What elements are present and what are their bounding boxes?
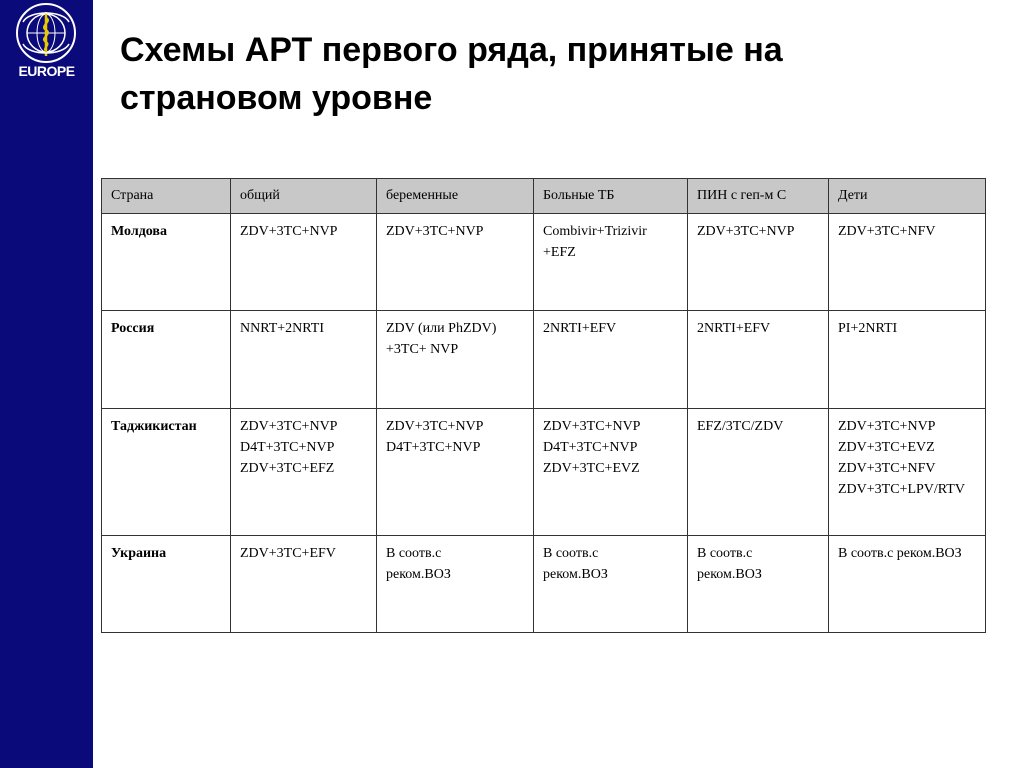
cell-general — [231, 311, 377, 409]
table-row — [102, 311, 986, 409]
cell-line: реком.ВОЗ — [386, 567, 451, 582]
cell-idu-hepc — [688, 536, 829, 633]
cell-line: D4T+3TC+NVP — [240, 440, 335, 455]
cell-line: EFZ/3TC/ZDV — [697, 419, 784, 434]
table-row — [102, 409, 986, 536]
cell-line: ZDV+3TC+EFV — [240, 546, 336, 561]
cell-country: Таджикистан — [102, 409, 231, 536]
cell-line: ZDV+3TC+EVZ — [543, 461, 640, 476]
cell-line: NNRT+2NRTI — [240, 321, 324, 336]
cell-line: ZDV+3TC+LPV/RTV — [838, 482, 965, 497]
cell-line: реком.ВОЗ — [697, 567, 762, 582]
cell-line: ZDV+3TC+NFV — [838, 461, 936, 476]
cell-line: ZDV+3TC+EFZ — [240, 461, 335, 476]
sidebar — [0, 0, 93, 768]
cell-pregnant — [377, 409, 534, 536]
cell-line: ZDV (или PhZDV) — [386, 321, 497, 336]
cell-pregnant — [377, 214, 534, 311]
cell-country: Молдова — [102, 214, 231, 311]
cell-tb — [534, 311, 688, 409]
cell-pregnant — [377, 536, 534, 633]
cell-line: реком.ВОЗ — [543, 567, 608, 582]
cell-general — [231, 409, 377, 536]
table-row — [102, 214, 986, 311]
cell-tb — [534, 214, 688, 311]
cell-children — [829, 311, 986, 409]
cell-line: ZDV+3TC+NVP — [838, 419, 936, 434]
cell-line: ZDV+3TC+NVP — [240, 224, 338, 239]
table-header-row — [102, 179, 986, 214]
cell-line: ZDV+3TC+NVP — [386, 224, 484, 239]
cell-line: В соотв.с реком.ВОЗ — [838, 546, 962, 561]
cell-children — [829, 536, 986, 633]
cell-tb — [534, 536, 688, 633]
header-pregnant: беременные — [377, 179, 534, 214]
page-title-line-2: страновом уровне — [120, 79, 433, 117]
cell-line: В соотв.с — [543, 546, 599, 561]
cell-general — [231, 214, 377, 311]
cell-line: +3TC+ NVP — [386, 342, 459, 357]
cell-country: Украина — [102, 536, 231, 633]
who-emblem-icon — [15, 2, 77, 64]
cell-line: В соотв.с — [697, 546, 753, 561]
cell-idu-hepc — [688, 409, 829, 536]
header-idu-hepc: ПИН с геп-м С — [688, 179, 829, 214]
cell-idu-hepc — [688, 311, 829, 409]
cell-tb — [534, 409, 688, 536]
cell-country: Россия — [102, 311, 231, 409]
cell-line: Combivir+Trizivir — [543, 224, 647, 239]
cell-idu-hepc — [688, 214, 829, 311]
page-title — [120, 26, 1000, 122]
cell-line: ZDV+3TC+NFV — [838, 224, 936, 239]
header-tb: Больные ТБ — [534, 179, 688, 214]
cell-line: ZDV+3TC+EVZ — [838, 440, 935, 455]
logo-text: EUROPE — [18, 63, 75, 79]
cell-line: ZDV+3TC+NVP — [697, 224, 795, 239]
cell-children — [829, 409, 986, 536]
header-general: общий — [231, 179, 377, 214]
header-country: Страна — [102, 179, 231, 214]
cell-line: 2NRTI+EFV — [697, 321, 771, 336]
cell-line: +EFZ — [543, 245, 576, 260]
cell-children — [829, 214, 986, 311]
cell-general — [231, 536, 377, 633]
cell-line: ZDV+3TC+NVP — [543, 419, 641, 434]
regimens-table — [101, 178, 986, 633]
cell-line: D4T+3TC+NVP — [386, 440, 481, 455]
cell-line: ZDV+3TC+NVP — [386, 419, 484, 434]
cell-pregnant — [377, 311, 534, 409]
cell-line: ZDV+3TC+NVP — [240, 419, 338, 434]
cell-line: D4T+3TC+NVP — [543, 440, 638, 455]
header-children: Дети — [829, 179, 986, 214]
cell-line: В соотв.с — [386, 546, 442, 561]
page-title-line-1: Схемы АРТ первого ряда, принятые на — [120, 31, 783, 69]
table-row — [102, 536, 986, 633]
cell-line: PI+2NRTI — [838, 321, 898, 336]
cell-line: 2NRTI+EFV — [543, 321, 617, 336]
